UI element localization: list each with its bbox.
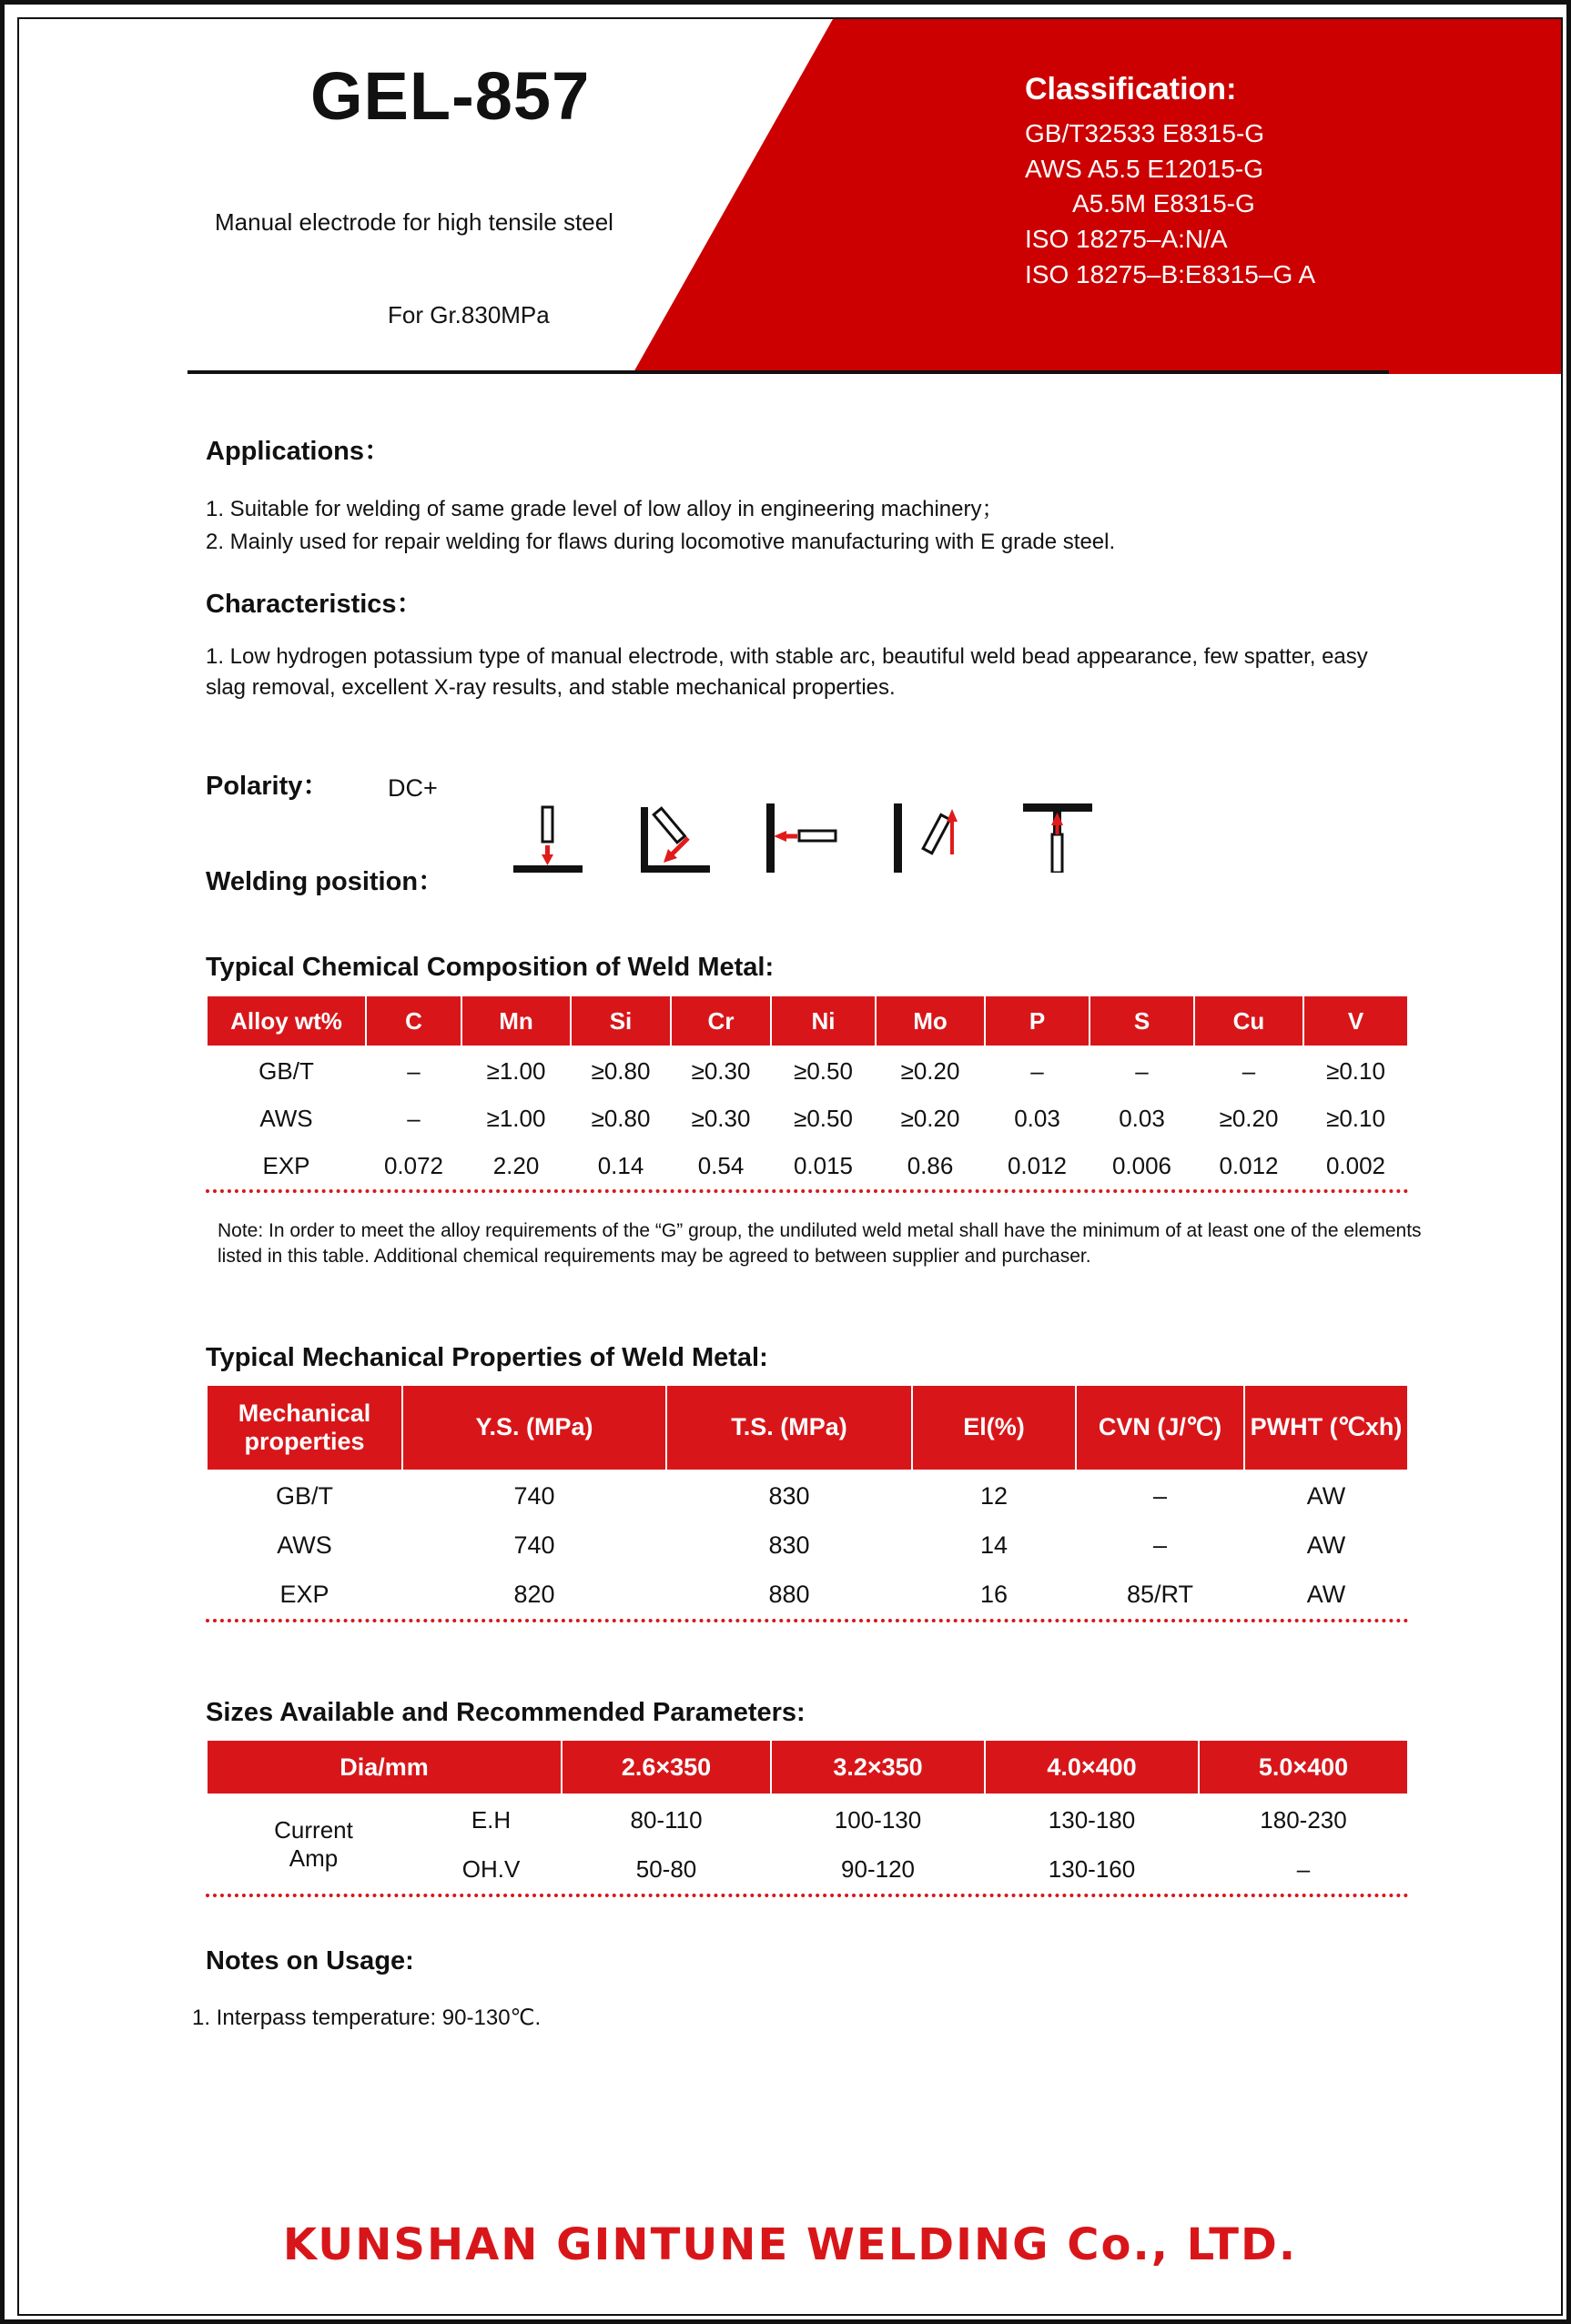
mech-r2-c5: AW <box>1306 1580 1346 1608</box>
mech-table <box>206 1384 1409 1619</box>
mech-header-1: Y.S. (MPa) <box>402 1385 666 1470</box>
sizes-r1-c3: 130-160 <box>1048 1854 1136 1883</box>
table-row <box>207 1142 1408 1189</box>
chem-r0-c1: – <box>407 1056 421 1085</box>
table-row <box>207 1470 1408 1521</box>
polarity-label: Polarity： <box>206 772 329 801</box>
chem-r1-c3: ≥0.80 <box>591 1104 651 1132</box>
sizes-table-wrap <box>206 1739 1409 1897</box>
mech-r0-c5: AW <box>1306 1481 1346 1510</box>
welding-position-label: Welding position： <box>206 867 445 896</box>
sizes-header-2: 3.2×350 <box>771 1740 985 1794</box>
chem-header-5: Ni <box>771 995 876 1046</box>
applications-title: Applications： <box>206 437 391 466</box>
sizes-r1-c2: 90-120 <box>841 1854 915 1883</box>
sizes-r1-c0: OH.V <box>461 1854 521 1883</box>
classification-line-3: A5.5M E8315-G <box>1072 189 1255 218</box>
chem-header-4: Cr <box>671 995 771 1046</box>
sizes-header-1: 2.6×350 <box>562 1740 771 1794</box>
chem-r0-c6: ≥0.20 <box>900 1056 960 1085</box>
chem-table-title: Typical Chemical Composition of Weld Metal: <box>206 953 775 982</box>
applications-item-1: 1. Suitable for welding of same grade level of low alloy in engineering machinery； <box>206 497 1004 521</box>
mech-r0-c3: 12 <box>979 1481 1008 1510</box>
table-row <box>207 1521 1408 1570</box>
chem-header-row <box>207 995 1408 1046</box>
sizes-row-group-label-line2: Amp <box>289 1844 339 1872</box>
mech-header-0: Mechanical properties <box>207 1385 402 1470</box>
notes-item-1: 1. Interpass temperature: 90-130℃. <box>192 2006 542 2030</box>
chem-r2-c5: 0.015 <box>793 1151 854 1179</box>
chem-r0-c2: ≥1.00 <box>486 1056 546 1085</box>
chem-table-dotted-rule <box>206 1189 1409 1193</box>
chem-r1-c9: ≥0.20 <box>1219 1104 1279 1132</box>
chem-r2-c2: 2.20 <box>492 1151 540 1179</box>
mech-r2-c0: EXP <box>279 1580 329 1608</box>
horizontal-fillet-position-icon <box>633 803 717 873</box>
characteristics-item-1: 1. Low hydrogen potassium type of manual electrode, with stable arc, beautiful weld bead appearance, few spatter, easy slag removal, excellent X-ray results, and stable mechanical properties. <box>206 644 1368 701</box>
overhead-position-icon <box>1016 803 1100 873</box>
classification-block <box>1025 72 1561 292</box>
chem-r1-c1: – <box>407 1104 421 1132</box>
chem-r1-c8: 0.03 <box>1119 1104 1165 1132</box>
chem-r1-c2: ≥1.00 <box>486 1104 546 1132</box>
classification-line-1: GB/T32533 E8315-G <box>1025 119 1265 147</box>
chem-r2-c3: 0.14 <box>597 1151 644 1179</box>
mech-r1-c5: AW <box>1306 1531 1346 1559</box>
chem-r2-c8: 0.006 <box>1111 1151 1172 1179</box>
table-row <box>207 1570 1408 1619</box>
chem-r2-c9: 0.012 <box>1219 1151 1279 1179</box>
sizes-r0-c3: 130-180 <box>1048 1805 1136 1834</box>
mech-table-dotted-rule <box>206 1619 1409 1622</box>
chem-r0-c10: ≥0.10 <box>1326 1056 1385 1085</box>
chem-header-7: P <box>985 995 1090 1046</box>
sizes-r0-c2: 100-130 <box>834 1805 922 1834</box>
mech-header-5: PWHT (℃xh) <box>1244 1385 1408 1470</box>
chem-header-3: Si <box>571 995 671 1046</box>
polarity-value: DC+ <box>388 774 438 802</box>
sizes-row-group-label <box>207 1794 421 1894</box>
header-divider <box>188 370 1389 374</box>
chem-r0-c7: – <box>1030 1056 1044 1085</box>
classification-line-4: ISO 18275–A:N/A <box>1025 224 1228 253</box>
sizes-table <box>206 1739 1409 1894</box>
chem-header-1: C <box>366 995 461 1046</box>
horizontal-position-icon <box>761 803 845 873</box>
chem-r0-c9: – <box>1242 1056 1256 1085</box>
document-inner-frame <box>17 17 1563 2316</box>
mech-r0-c1: 740 <box>513 1481 555 1510</box>
flat-position-icon <box>506 803 590 873</box>
chem-r2-c6: 0.86 <box>907 1151 954 1179</box>
sizes-r1-c1: 50-80 <box>635 1854 697 1883</box>
sizes-header-0: Dia/mm <box>207 1740 562 1794</box>
chem-r2-c10: 0.002 <box>1325 1151 1386 1179</box>
mech-r1-c0: AWS <box>277 1531 332 1559</box>
notes-title: Notes on Usage: <box>206 1946 414 1975</box>
mech-r0-c2: 830 <box>768 1481 810 1510</box>
sizes-r0-c1: 80-110 <box>630 1805 703 1834</box>
mech-r1-c4: – <box>1152 1531 1168 1559</box>
mech-table-title: Typical Mechanical Properties of Weld Metal: <box>206 1343 768 1372</box>
mech-r2-c3: 16 <box>979 1580 1008 1608</box>
chem-r0-c3: ≥0.80 <box>591 1056 651 1085</box>
sizes-header-4: 5.0×400 <box>1199 1740 1408 1794</box>
sizes-table-title: Sizes Available and Recommended Parameters: <box>206 1698 806 1727</box>
chem-table-wrap <box>206 995 1409 1193</box>
mech-header-2: T.S. (MPa) <box>666 1385 912 1470</box>
chem-r1-c4: ≥0.30 <box>691 1104 751 1132</box>
document-header <box>19 19 1561 374</box>
sizes-r1-c4: – <box>1296 1854 1311 1883</box>
table-row <box>207 1095 1408 1142</box>
chem-r0-c4: ≥0.30 <box>691 1056 751 1085</box>
chem-r0-c8: – <box>1135 1056 1149 1085</box>
chem-r2-c0: EXP <box>262 1151 310 1179</box>
sizes-r0-c4: 180-230 <box>1260 1805 1347 1834</box>
mech-r0-c4: – <box>1152 1481 1168 1510</box>
chem-header-6: Mo <box>876 995 985 1046</box>
applications-item-2: 2. Mainly used for repair welding for flaws during locomotive manufacturing with E grade steel. <box>206 530 1116 554</box>
classification-line-2: AWS A5.5 E12015-G <box>1025 154 1263 183</box>
sizes-header-3: 4.0×400 <box>985 1740 1199 1794</box>
product-subtitle: Manual electrode for high tensile steel <box>215 208 613 236</box>
sizes-table-dotted-rule <box>206 1894 1409 1897</box>
mech-r1-c1: 740 <box>513 1531 555 1559</box>
company-name: KUNSHAN GINTUNE WELDING Co., LTD. <box>282 2219 1298 2270</box>
table-row <box>207 1794 1408 1844</box>
footer <box>19 2219 1561 2270</box>
chem-r1-c5: ≥0.50 <box>794 1104 853 1132</box>
mech-table-wrap <box>206 1384 1409 1622</box>
mech-r1-c2: 830 <box>768 1531 810 1559</box>
chem-header-10: V <box>1303 995 1408 1046</box>
sizes-r0-c0: E.H <box>471 1805 512 1834</box>
mech-header-3: El(%) <box>912 1385 1076 1470</box>
mech-r2-c2: 880 <box>768 1580 810 1608</box>
chem-header-2: Mn <box>461 995 571 1046</box>
product-grade: For Gr.830MPa <box>388 301 550 328</box>
chem-r1-c6: ≥0.20 <box>900 1104 960 1132</box>
mech-r0-c0: GB/T <box>275 1481 333 1510</box>
classification-title: Classification: <box>1025 72 1237 106</box>
classification-line-5: ISO 18275–B:E8315–G A <box>1025 259 1316 288</box>
header-left-block <box>19 19 838 374</box>
chem-r2-c7: 0.012 <box>1007 1151 1068 1179</box>
mech-header-4: CVN (J/℃) <box>1076 1385 1244 1470</box>
vertical-up-position-icon <box>888 803 972 873</box>
mech-r2-c4: 85/RT <box>1126 1580 1194 1608</box>
characteristics-title: Characteristics： <box>206 590 423 619</box>
sizes-header-row <box>207 1740 1408 1794</box>
product-title: GEL-857 <box>310 58 591 134</box>
welding-position-icons <box>506 803 1100 873</box>
chem-r2-c1: 0.072 <box>383 1151 444 1179</box>
mech-r1-c3: 14 <box>979 1531 1008 1559</box>
table-row <box>207 1046 1408 1095</box>
chem-r0-c0: GB/T <box>258 1056 314 1085</box>
chem-r1-c10: ≥0.10 <box>1326 1104 1385 1132</box>
chem-header-0: Alloy wt% <box>207 995 366 1046</box>
mech-header-row <box>207 1385 1408 1470</box>
chem-r2-c4: 0.54 <box>697 1151 745 1179</box>
chem-r1-c7: 0.03 <box>1014 1104 1060 1132</box>
sizes-row-group-label-line1: Current <box>274 1816 353 1844</box>
chem-r1-c0: AWS <box>259 1104 313 1132</box>
chem-header-8: S <box>1090 995 1194 1046</box>
chem-table-note: Note: In order to meet the alloy requirements of the “G” group, the undiluted weld metal shall have the minimum of at least one of the elements listed in this table. Additional chemical requirements may be agreed to between supplier and purchaser. <box>218 1220 1422 1267</box>
chem-r0-c5: ≥0.50 <box>794 1056 853 1085</box>
mech-r2-c1: 820 <box>513 1580 555 1608</box>
chem-table <box>206 995 1409 1189</box>
chem-header-9: Cu <box>1194 995 1303 1046</box>
